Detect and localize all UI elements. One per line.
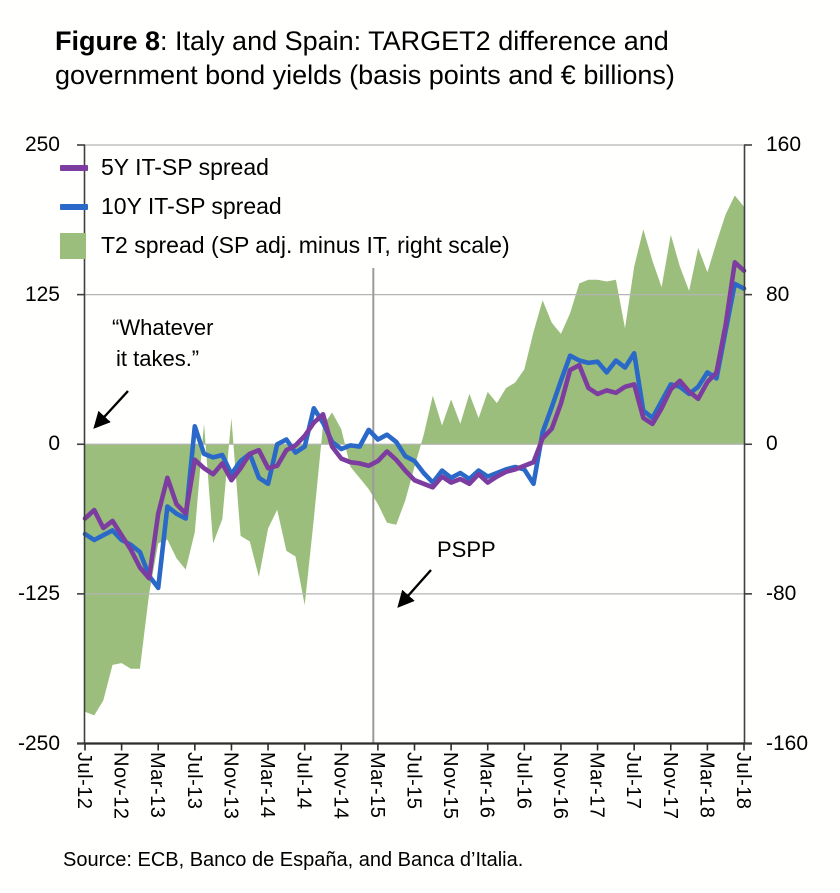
figure-title-line2: government bond yields (basis points and € billions) (55, 60, 675, 90)
legend-label-10y: 10Y IT-SP spread (101, 193, 282, 219)
t2-area (85, 196, 744, 716)
y-right-tick-label: -160 (766, 731, 809, 755)
y-left-tick-label: -125 (17, 581, 60, 605)
5y-line-swatch (60, 165, 88, 171)
annotation-whatever-it-takes: “Whatever it takes.” (112, 315, 214, 371)
y-right-tick-label: 80 (766, 282, 790, 306)
x-tick-label: Nov-15 (439, 752, 462, 820)
legend-item-5y (60, 148, 510, 187)
x-tick-label: Nov-17 (658, 752, 681, 820)
figure-number: Figure 8 (55, 26, 161, 56)
x-tick-label: Jul-15 (402, 752, 425, 810)
x-tick-label: Nov-12 (109, 752, 132, 820)
y-left-tick-label: 0 (48, 432, 60, 456)
10y-line-swatch (60, 204, 88, 210)
y-right-tick-label: 160 (766, 133, 802, 156)
t2-area-swatch (60, 233, 86, 259)
x-tick-label: Nov-13 (219, 752, 242, 820)
x-tick-label: Jul-12 (73, 752, 95, 810)
y-right-tick-label: 0 (766, 432, 778, 456)
x-tick-label: Jul-17 (622, 752, 645, 810)
x-tick-label: Jul-18 (732, 752, 754, 810)
pspp-arrow-icon (399, 570, 431, 606)
legend (60, 148, 510, 265)
x-tick-label: Mar-15 (365, 752, 388, 819)
x-tick-label: Jul-14 (292, 752, 315, 810)
x-tick-label: Nov-16 (548, 752, 571, 820)
legend-label-t2: T2 spread (SP adj. minus IT, right scale) (101, 232, 510, 258)
whatever-arrow-icon (95, 391, 128, 427)
annotation-pspp: PSPP (437, 537, 496, 562)
y-right-tick-label: -80 (766, 581, 797, 605)
y-left-tick-label: -250 (17, 731, 60, 755)
x-tick-label: Mar-16 (475, 752, 498, 819)
x-tick-label: Jul-13 (182, 752, 205, 810)
x-tick-label: Mar-18 (695, 752, 718, 819)
x-tick-label: Mar-13 (146, 752, 169, 819)
x-tick-label: Nov-14 (329, 752, 352, 820)
x-tick-label: Jul-16 (512, 752, 535, 810)
x-tick-label: Mar-14 (256, 752, 279, 819)
source-note: Source: ECB, Banco de España, and Banca d’Italia. (63, 849, 524, 871)
y-left-tick-label: 250 (24, 133, 60, 156)
figure-title-line1: : Italy and Spain: TARGET2 difference and (160, 26, 669, 56)
legend-label-5y: 5Y IT-SP spread (101, 154, 269, 180)
legend-item-t2 (60, 226, 510, 265)
x-tick-label: Mar-17 (585, 752, 608, 819)
y-left-tick-label: 125 (24, 282, 60, 306)
legend-item-10y (60, 187, 510, 226)
